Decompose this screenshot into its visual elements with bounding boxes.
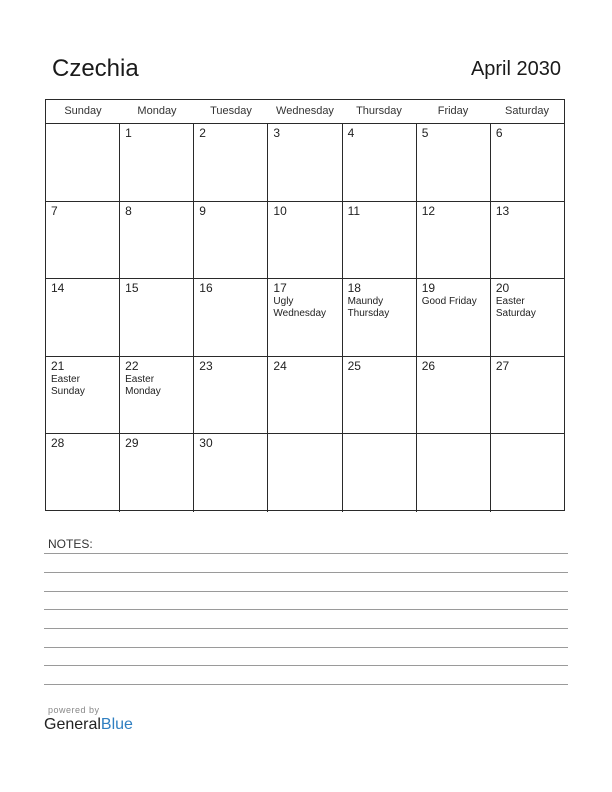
day-number: 5 <box>421 126 429 140</box>
week-row <box>46 434 564 512</box>
day-cell <box>417 357 491 434</box>
day-number: 29 <box>125 436 139 451</box>
notes-line <box>44 553 568 554</box>
week-row <box>46 357 564 435</box>
day-cell <box>343 124 417 201</box>
day-cell <box>417 434 491 512</box>
calendar-grid <box>45 99 565 511</box>
day-number: 1 <box>125 126 132 140</box>
day-number: 2 <box>199 126 206 140</box>
notes-line <box>44 572 568 573</box>
day-cell <box>194 434 268 512</box>
holiday-label: Easter Monday <box>125 373 161 397</box>
weekday-sunday: Sunday <box>64 105 102 117</box>
day-cell <box>268 124 342 201</box>
notes-line <box>44 591 568 592</box>
notes-line <box>44 609 568 610</box>
day-number: 6 <box>495 126 503 140</box>
day-number: 10 <box>273 203 287 218</box>
country-title: Czechia <box>52 55 139 82</box>
day-cell <box>120 202 194 279</box>
day-number: 21 <box>51 358 65 373</box>
notes-line <box>44 647 568 648</box>
day-cell <box>491 434 564 512</box>
day-cell <box>343 357 417 434</box>
brand-logo <box>44 705 133 735</box>
weekday-header <box>46 100 564 124</box>
day-number: 7 <box>51 203 58 218</box>
day-cell <box>343 202 417 279</box>
day-number: 20 <box>495 281 510 296</box>
weekday-friday: Friday <box>437 105 469 117</box>
day-number: 13 <box>495 203 510 218</box>
holiday-label: Easter Sunday <box>51 373 85 397</box>
brand-general: General <box>44 716 101 733</box>
day-number: 8 <box>125 203 132 218</box>
day-number: 24 <box>273 358 287 373</box>
brand-blue: Blue <box>100 716 133 733</box>
day-cell <box>491 202 564 279</box>
day-number: 4 <box>347 126 355 140</box>
day-cell <box>491 279 564 356</box>
day-cell <box>194 357 268 434</box>
day-cell <box>46 202 120 279</box>
day-number: 3 <box>273 126 281 140</box>
powered-by-text: powered by <box>48 705 100 715</box>
day-cell <box>120 357 194 434</box>
week-row <box>46 279 564 357</box>
weekday-tuesday: Tuesday <box>210 105 252 117</box>
weekday-saturday: Saturday <box>504 105 550 117</box>
day-cell <box>343 434 417 512</box>
day-number: 9 <box>199 203 206 218</box>
day-cell <box>46 124 120 201</box>
day-number: 23 <box>199 358 213 373</box>
day-number: 26 <box>421 358 436 373</box>
day-cell <box>268 279 342 356</box>
day-cell <box>491 124 564 201</box>
notes-line <box>44 665 568 666</box>
weekday-monday: Monday <box>137 105 177 117</box>
notes-label: NOTES: <box>48 537 93 551</box>
day-cell <box>268 202 342 279</box>
day-number: 15 <box>125 281 139 296</box>
month-title: April 2030 <box>470 58 561 80</box>
day-number: 30 <box>199 436 213 451</box>
day-number: 14 <box>51 281 65 296</box>
day-cell <box>417 124 491 201</box>
day-number: 22 <box>125 358 139 373</box>
day-number: 16 <box>199 281 213 296</box>
week-row <box>46 202 564 280</box>
holiday-label: Maundy Thursday <box>347 296 390 320</box>
day-number: 17 <box>273 281 287 296</box>
notes-line <box>44 628 568 629</box>
day-cell <box>417 279 491 356</box>
day-cell <box>268 357 342 434</box>
day-cell <box>343 279 417 356</box>
day-number: 12 <box>421 203 436 218</box>
weekday-wednesday: Wednesday <box>276 105 334 117</box>
holiday-label: Ugly Wednesday <box>273 296 327 320</box>
holiday-label: Easter Saturday <box>495 296 536 320</box>
weekday-thursday: Thursday <box>356 105 402 117</box>
day-number: 25 <box>347 358 361 373</box>
day-cell <box>194 279 268 356</box>
day-number: 27 <box>495 358 510 373</box>
notes-line <box>44 684 568 685</box>
day-cell <box>46 357 120 434</box>
week-row <box>46 124 564 202</box>
day-cell <box>120 279 194 356</box>
day-cell <box>268 434 342 512</box>
day-cell <box>491 357 564 434</box>
day-number: 19 <box>421 281 436 296</box>
day-number: 11 <box>347 203 361 218</box>
day-cell <box>194 124 268 201</box>
day-cell <box>46 434 120 512</box>
day-number: 18 <box>347 281 361 296</box>
day-cell <box>120 124 194 201</box>
holiday-label: Good Friday <box>421 296 477 308</box>
day-cell <box>46 279 120 356</box>
day-cell <box>194 202 268 279</box>
brand-name <box>44 715 133 735</box>
day-cell <box>120 434 194 512</box>
day-number: 28 <box>51 436 65 451</box>
day-cell <box>417 202 491 279</box>
